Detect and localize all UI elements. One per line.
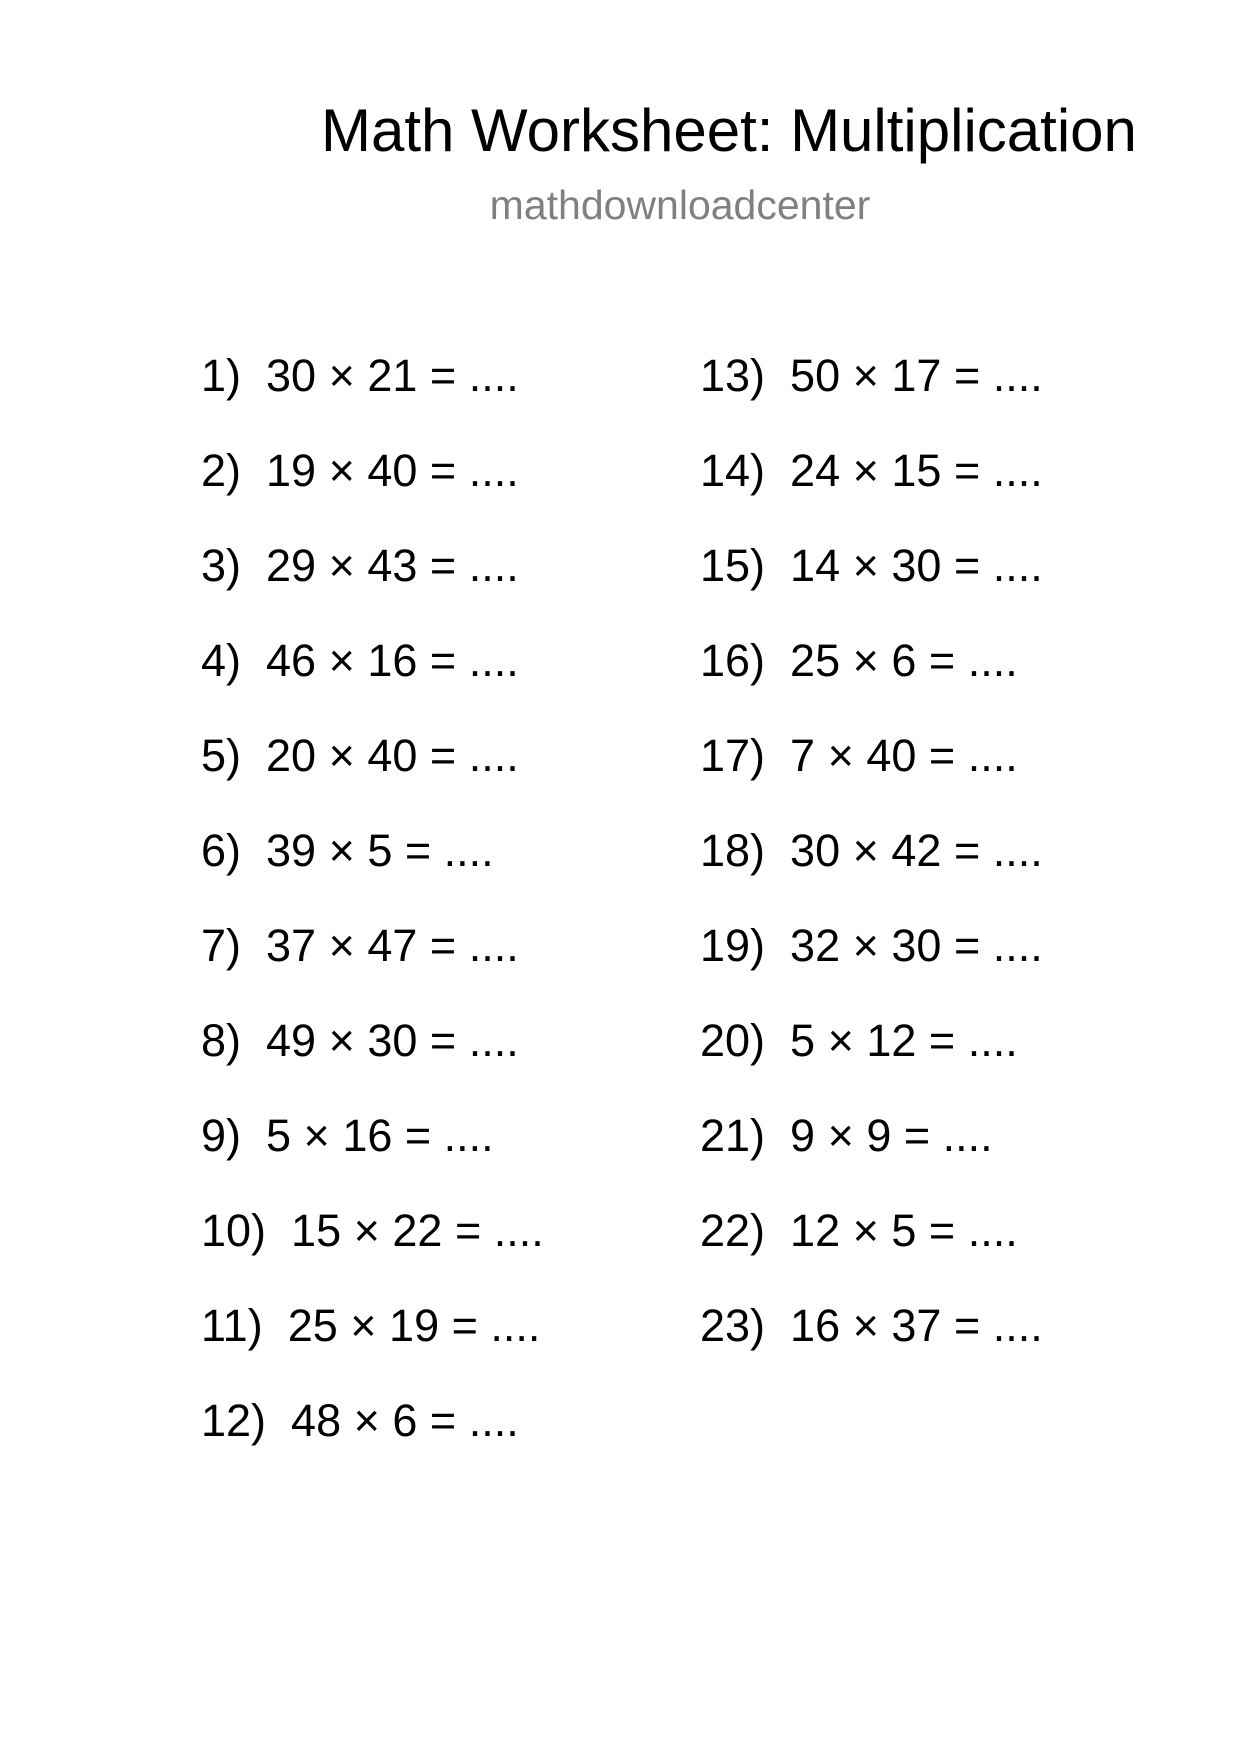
- problem-9: 9) 5 × 16 = ....: [201, 1110, 494, 1161]
- problem-4: 4) 46 × 16 = ....: [201, 635, 519, 686]
- worksheet-title: Math Worksheet: Multiplication: [321, 97, 1137, 164]
- problem-10: 10) 15 × 22 = ....: [201, 1205, 544, 1256]
- problems-column-right: [700, 348, 1043, 1393]
- problem-14: 14) 24 × 15 = ....: [700, 445, 1043, 496]
- problem-13: 13) 50 × 17 = ....: [700, 350, 1043, 401]
- problem-23: 23) 16 × 37 = ....: [700, 1300, 1043, 1351]
- problem-1: 1) 30 × 21 = ....: [201, 350, 519, 401]
- problem-15: 15) 14 × 30 = ....: [700, 540, 1043, 591]
- problem-5: 5) 20 × 40 = ....: [201, 730, 519, 781]
- problem-16: 16) 25 × 6 = ....: [700, 635, 1018, 686]
- problem-11: 11) 25 × 19 = ....: [201, 1300, 541, 1351]
- worksheet-source: mathdownloadcenter: [489, 182, 871, 228]
- problem-8: 8) 49 × 30 = ....: [201, 1015, 519, 1066]
- problems-column-left: [201, 348, 544, 1488]
- problem-7: 7) 37 × 47 = ....: [201, 920, 519, 971]
- problem-12: 12) 48 × 6 = ....: [201, 1395, 519, 1446]
- problem-3: 3) 29 × 43 = ....: [201, 540, 519, 591]
- problem-2: 2) 19 × 40 = ....: [201, 445, 519, 496]
- problem-22: 22) 12 × 5 = ....: [700, 1205, 1018, 1256]
- problem-18: 18) 30 × 42 = ....: [700, 825, 1043, 876]
- problem-19: 19) 32 × 30 = ....: [700, 920, 1043, 971]
- problem-21: 21) 9 × 9 = ....: [700, 1110, 993, 1161]
- problem-17: 17) 7 × 40 = ....: [700, 730, 1018, 781]
- problem-20: 20) 5 × 12 = ....: [700, 1015, 1018, 1066]
- problem-6: 6) 39 × 5 = ....: [201, 825, 494, 876]
